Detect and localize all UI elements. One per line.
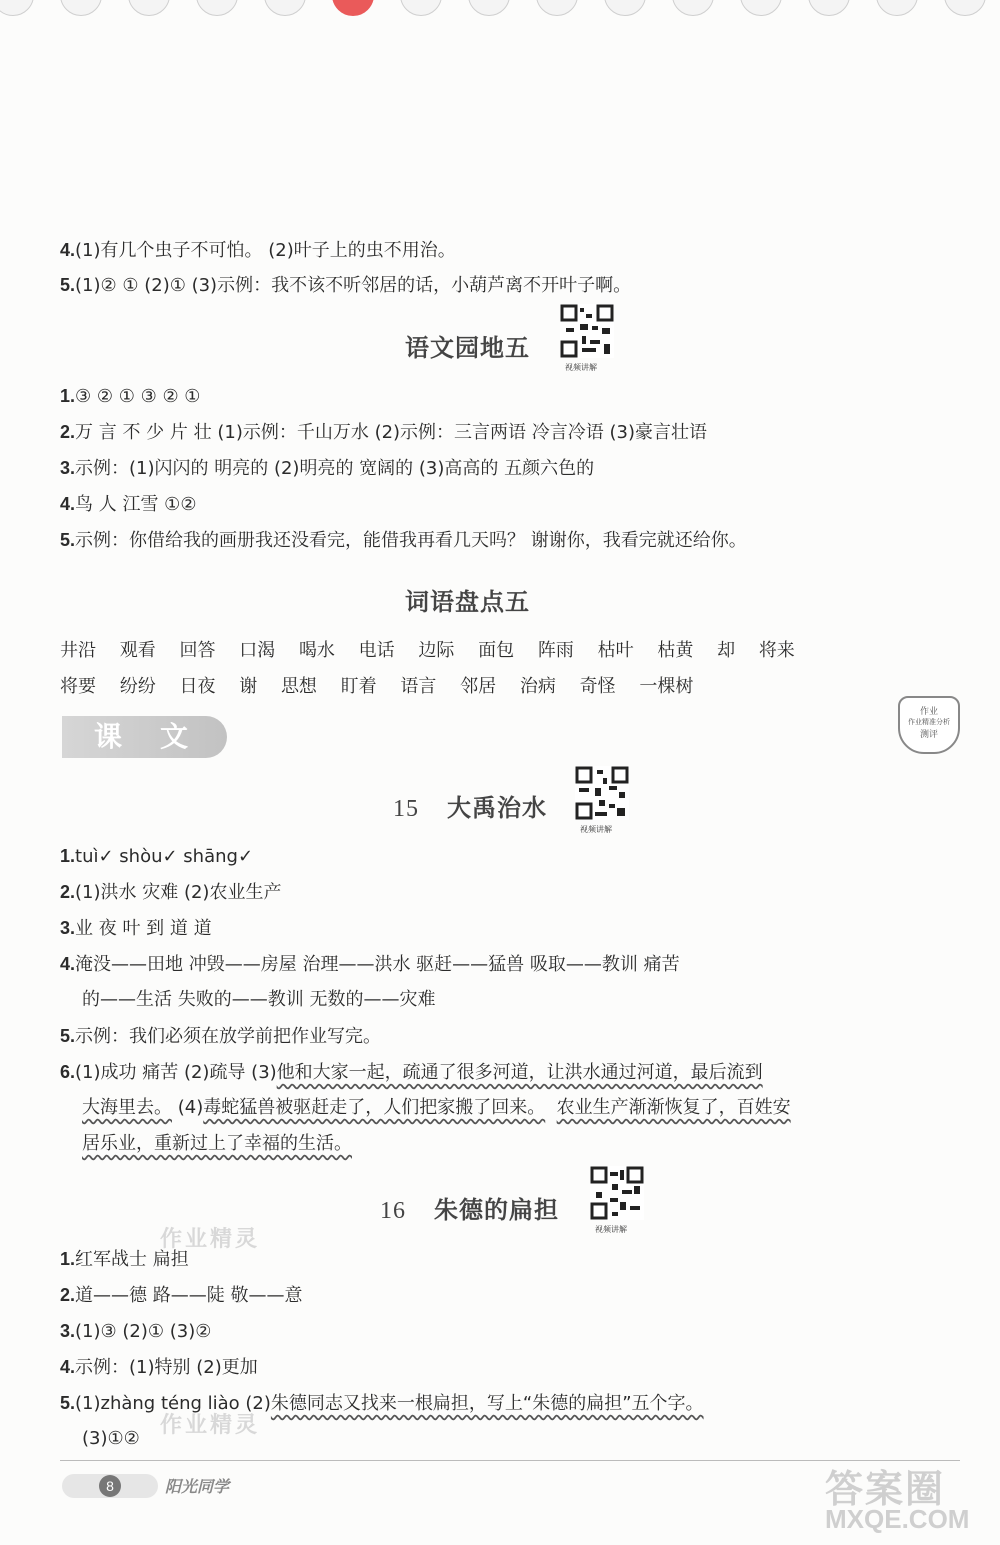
answer-line: 5.(1)zhàng téng liào (2)朱德同志又找来一根扁担，写上“朱德的扁担”五个字。 (60, 1393, 704, 1414)
binding-hole (944, 0, 986, 16)
word-list-row (60, 636, 813, 662)
lesson-number: 16 (380, 1198, 406, 1224)
answer-line: 3.示例：(1)闪闪的 明亮的 (2)明亮的 宽阔的 (3)高高的 五颜六色的 (60, 458, 595, 479)
answer-line: 4.鸟 人 江雪 ①② (60, 494, 197, 515)
word: 电话 (358, 640, 395, 661)
word: 将来 (758, 640, 795, 661)
qr-caption: 视频讲解 (595, 1225, 627, 1234)
answer-line-continued (82, 1132, 352, 1156)
lesson-number: 15 (393, 796, 419, 822)
lesson-title (380, 1190, 559, 1225)
lesson-name: 大禹治水 (447, 794, 547, 822)
underlined-answer: 居乐业，重新过上了幸福的生活。 (82, 1133, 352, 1154)
stamp-middle-text: 作业精准分析 (908, 718, 950, 726)
binding-hole (468, 0, 510, 16)
word: 喝水 (298, 640, 335, 661)
qr-caption: 视频讲解 (565, 363, 597, 372)
answer-line: 1.③ ② ① ③ ② ① (60, 386, 201, 407)
section-title: 词语盘点五 (405, 588, 530, 616)
site-logo: 答案圈 (825, 1467, 946, 1511)
answer-line: 4.示例：(1)特别 (2)更加 (60, 1357, 258, 1378)
binding-hole (740, 0, 782, 16)
lesson-name: 朱德的扁担 (434, 1196, 559, 1224)
word: 回答 (179, 640, 216, 661)
answer-line: 2.(1)洪水 灾难 (2)农业生产 (60, 882, 282, 903)
word: 井沿 (60, 640, 96, 661)
binding-hole (128, 0, 170, 16)
word: 枯叶 (597, 640, 634, 661)
answer-line-continued: 大海里去。 (4)毒蛇猛兽被驱赶走了，人们把家搬了回来。 农业生产渐渐恢复了，百姓安 (82, 1097, 791, 1118)
answer-line: 1.tuì✓ shòu✓ shāng✓ (60, 846, 254, 867)
section-title: 语文园地五 (405, 334, 530, 362)
word: 盯着 (340, 676, 377, 697)
underlined-answer: 朱德同志又找来一根扁担，写上“朱德的扁担”五个字。 (270, 1393, 704, 1414)
binding-hole (808, 0, 850, 16)
homework-stamp-icon (898, 696, 960, 754)
word: 纷纷 (119, 676, 156, 697)
binding-hole (0, 0, 34, 16)
site-url: MXQE.COM (825, 1504, 970, 1534)
page-number-pill (62, 1474, 158, 1498)
stamp-top-text: 作业 (919, 707, 938, 717)
qr-caption: 视频讲解 (580, 825, 612, 834)
answer-line: 2.万 言 不 少 片 壮 (1)示例：千山万水 (2)示例：三言两语 冷言冷语 (3)豪言壮语 (60, 422, 707, 443)
word: 日夜 (179, 676, 216, 697)
word: 奇怪 (579, 676, 616, 697)
underlined-answer: 农业生产渐渐恢复了，百姓安 (556, 1097, 791, 1118)
word: 观看 (119, 640, 156, 661)
answer-line: 3.(1)③ (2)① (3)② (60, 1321, 212, 1342)
answer-line: 2.道——德 路——陡 敬——意 (60, 1285, 303, 1306)
lesson-title (393, 788, 547, 823)
answer-line: 3.业 夜 叶 到 道 道 (60, 918, 212, 939)
underlined-answer: 大海里去。 (82, 1097, 172, 1118)
section-banner: 课文 (62, 716, 227, 758)
answer-line: 5.示例：我们必须在放学前把作业写完。 (60, 1026, 382, 1047)
word: 语言 (400, 676, 437, 697)
binding-hole-red (332, 0, 374, 16)
word: 一棵树 (639, 676, 694, 697)
qr-code-icon[interactable] (590, 1166, 644, 1220)
binding-hole (196, 0, 238, 16)
binding-hole (604, 0, 646, 16)
page-number: 8 (99, 1475, 121, 1497)
word: 却 (717, 640, 736, 661)
binding-hole (264, 0, 306, 16)
qr-code-icon[interactable] (575, 766, 629, 820)
underlined-answer: 他和大家一起，疏通了很多河道，让洪水通过河道，最后流到 (276, 1062, 763, 1083)
word: 面包 (478, 640, 515, 661)
word: 邻居 (460, 676, 497, 697)
binding-hole (876, 0, 918, 16)
word: 治病 (519, 676, 556, 697)
binding-hole (60, 0, 102, 16)
word: 谢 (239, 676, 258, 697)
word: 阵雨 (537, 640, 574, 661)
answer-line: 6.(1)成功 痛苦 (2)疏导 (3)他和大家一起，疏通了很多河道，让洪水通过河道，最后流到 (60, 1062, 763, 1083)
word: 边际 (418, 640, 455, 661)
answer-line: 4.淹没——田地 冲毁——房屋 治理——洪水 驱赶——猛兽 吸取——教训 痛苦 (60, 954, 680, 975)
brand-logo: 阳光同学 (165, 1477, 230, 1496)
word: 枯黄 (657, 640, 694, 661)
word: 思想 (280, 676, 317, 697)
underlined-answer: 毒蛇猛兽被驱赶走了，人们把家搬了回来。 (203, 1097, 546, 1118)
answer-line: 5.示例：你借给我的画册我还没看完，能借我再看几天吗？ 谢谢你，我看完就还给你。 (60, 530, 747, 551)
stamp-bottom-text: 测评 (919, 730, 938, 740)
answer-line-continued: (3)①② (82, 1428, 140, 1449)
answer-line-continued: 的——生活 失败的——教训 无数的——灾难 (82, 989, 436, 1010)
binding-hole (400, 0, 442, 16)
binding-hole (536, 0, 578, 16)
top-binding-strip (0, 0, 1000, 18)
binding-hole (672, 0, 714, 16)
qr-code-icon[interactable] (560, 304, 614, 358)
answer-line: 4.(1)有几个虫子不可怕。 (2)叶子上的虫不用治。 (60, 240, 456, 261)
watermark: 作业精灵 (160, 1413, 261, 1438)
word-list-row (60, 672, 711, 698)
word: 口渴 (239, 640, 276, 661)
answer-line: 5.(1)② ① (2)① (3)示例：我不该不听邻居的话，小葫芦离不开叶子啊。 (60, 275, 632, 296)
watermark: 作业精灵 (160, 1227, 261, 1252)
answer-line: 1.红军战士 扁担 (60, 1249, 189, 1270)
word: 将要 (60, 676, 96, 697)
